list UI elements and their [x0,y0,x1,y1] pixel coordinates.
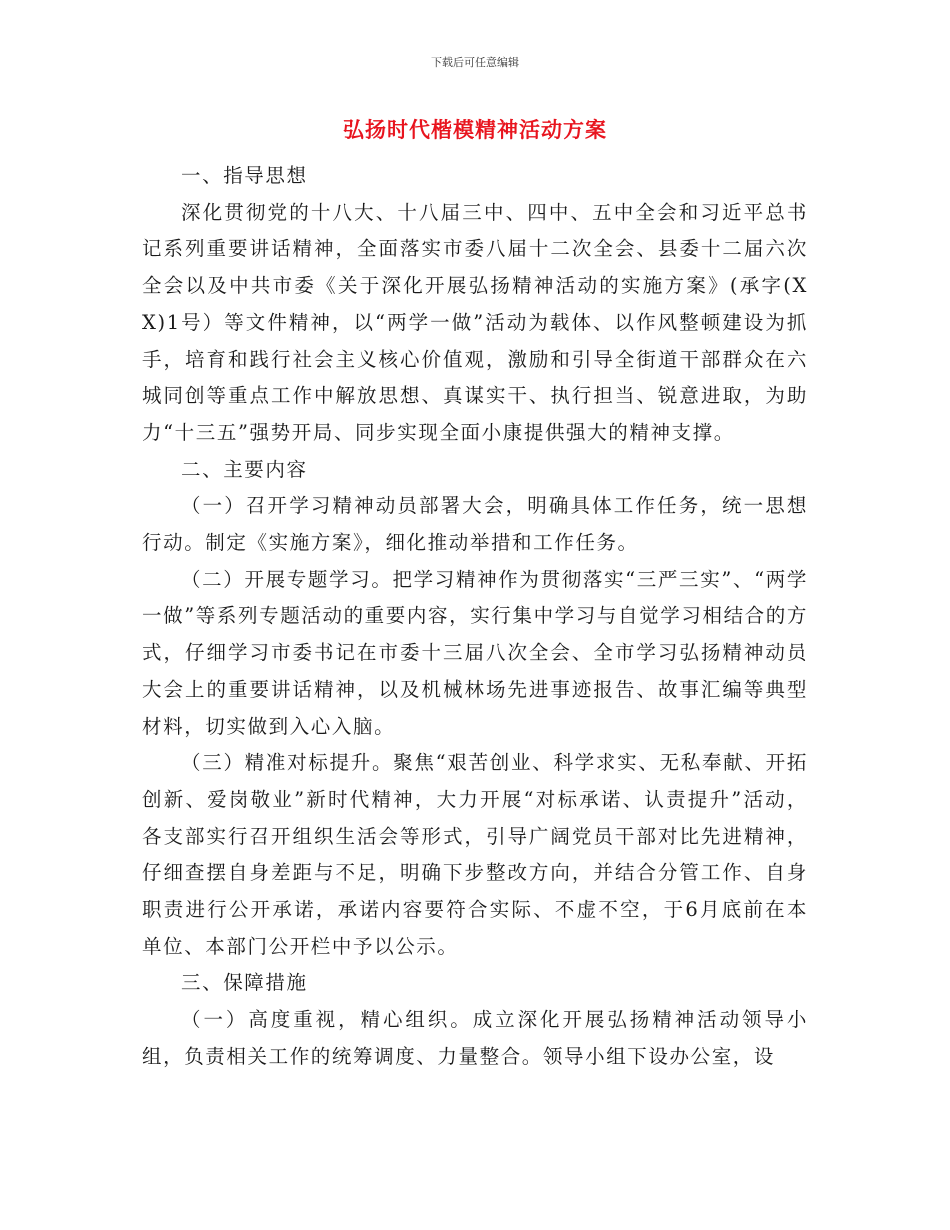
paragraph-main-content-2: （二）开展专题学习。把学习精神作为贯彻落实“三严三实”、“两学一做”等系列专题活动的重要内容，实行集中学习与自觉学习相结合的方式，仔细学习市委书记在市委十三届八次全会、全市学习弘扬精神动员大会上的重要讲话精神，以及机械林场先进事迹报告、故事汇编等典型材料，切实做到入心入脑。 [142,567,808,738]
document-body [142,158,808,1076]
paragraph-safeguards-1: （一）高度重视，精心组织。成立深化开展弘扬精神活动领导小组，负责相关工作的统筹调度、力量整合。领导小组下设办公室，设 [142,1008,808,1068]
paragraph-guiding-thought: 深化贯彻党的十八大、十八届三中、四中、五中全会和习近平总书记系列重要讲话精神，全面落实市委八届十二次全会、县委十二届六次全会以及中共市委《关于深化开展弘扬精神活动的实施方案》(承字(XX)1号）等文件精神，以“两学一做”活动为载体、以作风整顿建设为抓手，培育和践行社会主义核心价值观，激励和引导全街道干部群众在六城同创等重点工作中解放思想、真谋实干、执行担当、锐意进取，为助力“十三五”强势开局、同步实现全面小康提供强大的精神支撑。 [142,200,808,444]
paragraph-main-content-3: （三）精准对标提升。聚焦“艰苦创业、科学求实、无私奉献、开拓创新、爱岗敬业”新时代精神，大力开展“对标承诺、认责提升”活动，各支部实行召开组织生活会等形式，引导广阔党员干部对比先进精神，仔细查摆自身差距与不足，明确下步整改方向，并结合分管工作、自身职责进行公开承诺，承诺内容要符合实际、不虚不空，于6月底前在本单位、本部门公开栏中予以公示。 [142,751,808,958]
section-heading-safeguards: 三、保障措施 [181,971,308,995]
header-note: 下载后可任意编辑 [431,56,519,69]
section-heading-guiding-thought: 一、指导思想 [181,164,308,187]
section-heading-main-content: 二、主要内容 [181,457,308,481]
paragraph-main-content-1: （一）召开学习精神动员部署大会，明确具体工作任务，统一思想行动。制定《实施方案》，细化推动举措和工作任务。 [142,494,808,555]
document-title: 弘扬时代楷模精神活动方案 [343,118,607,142]
